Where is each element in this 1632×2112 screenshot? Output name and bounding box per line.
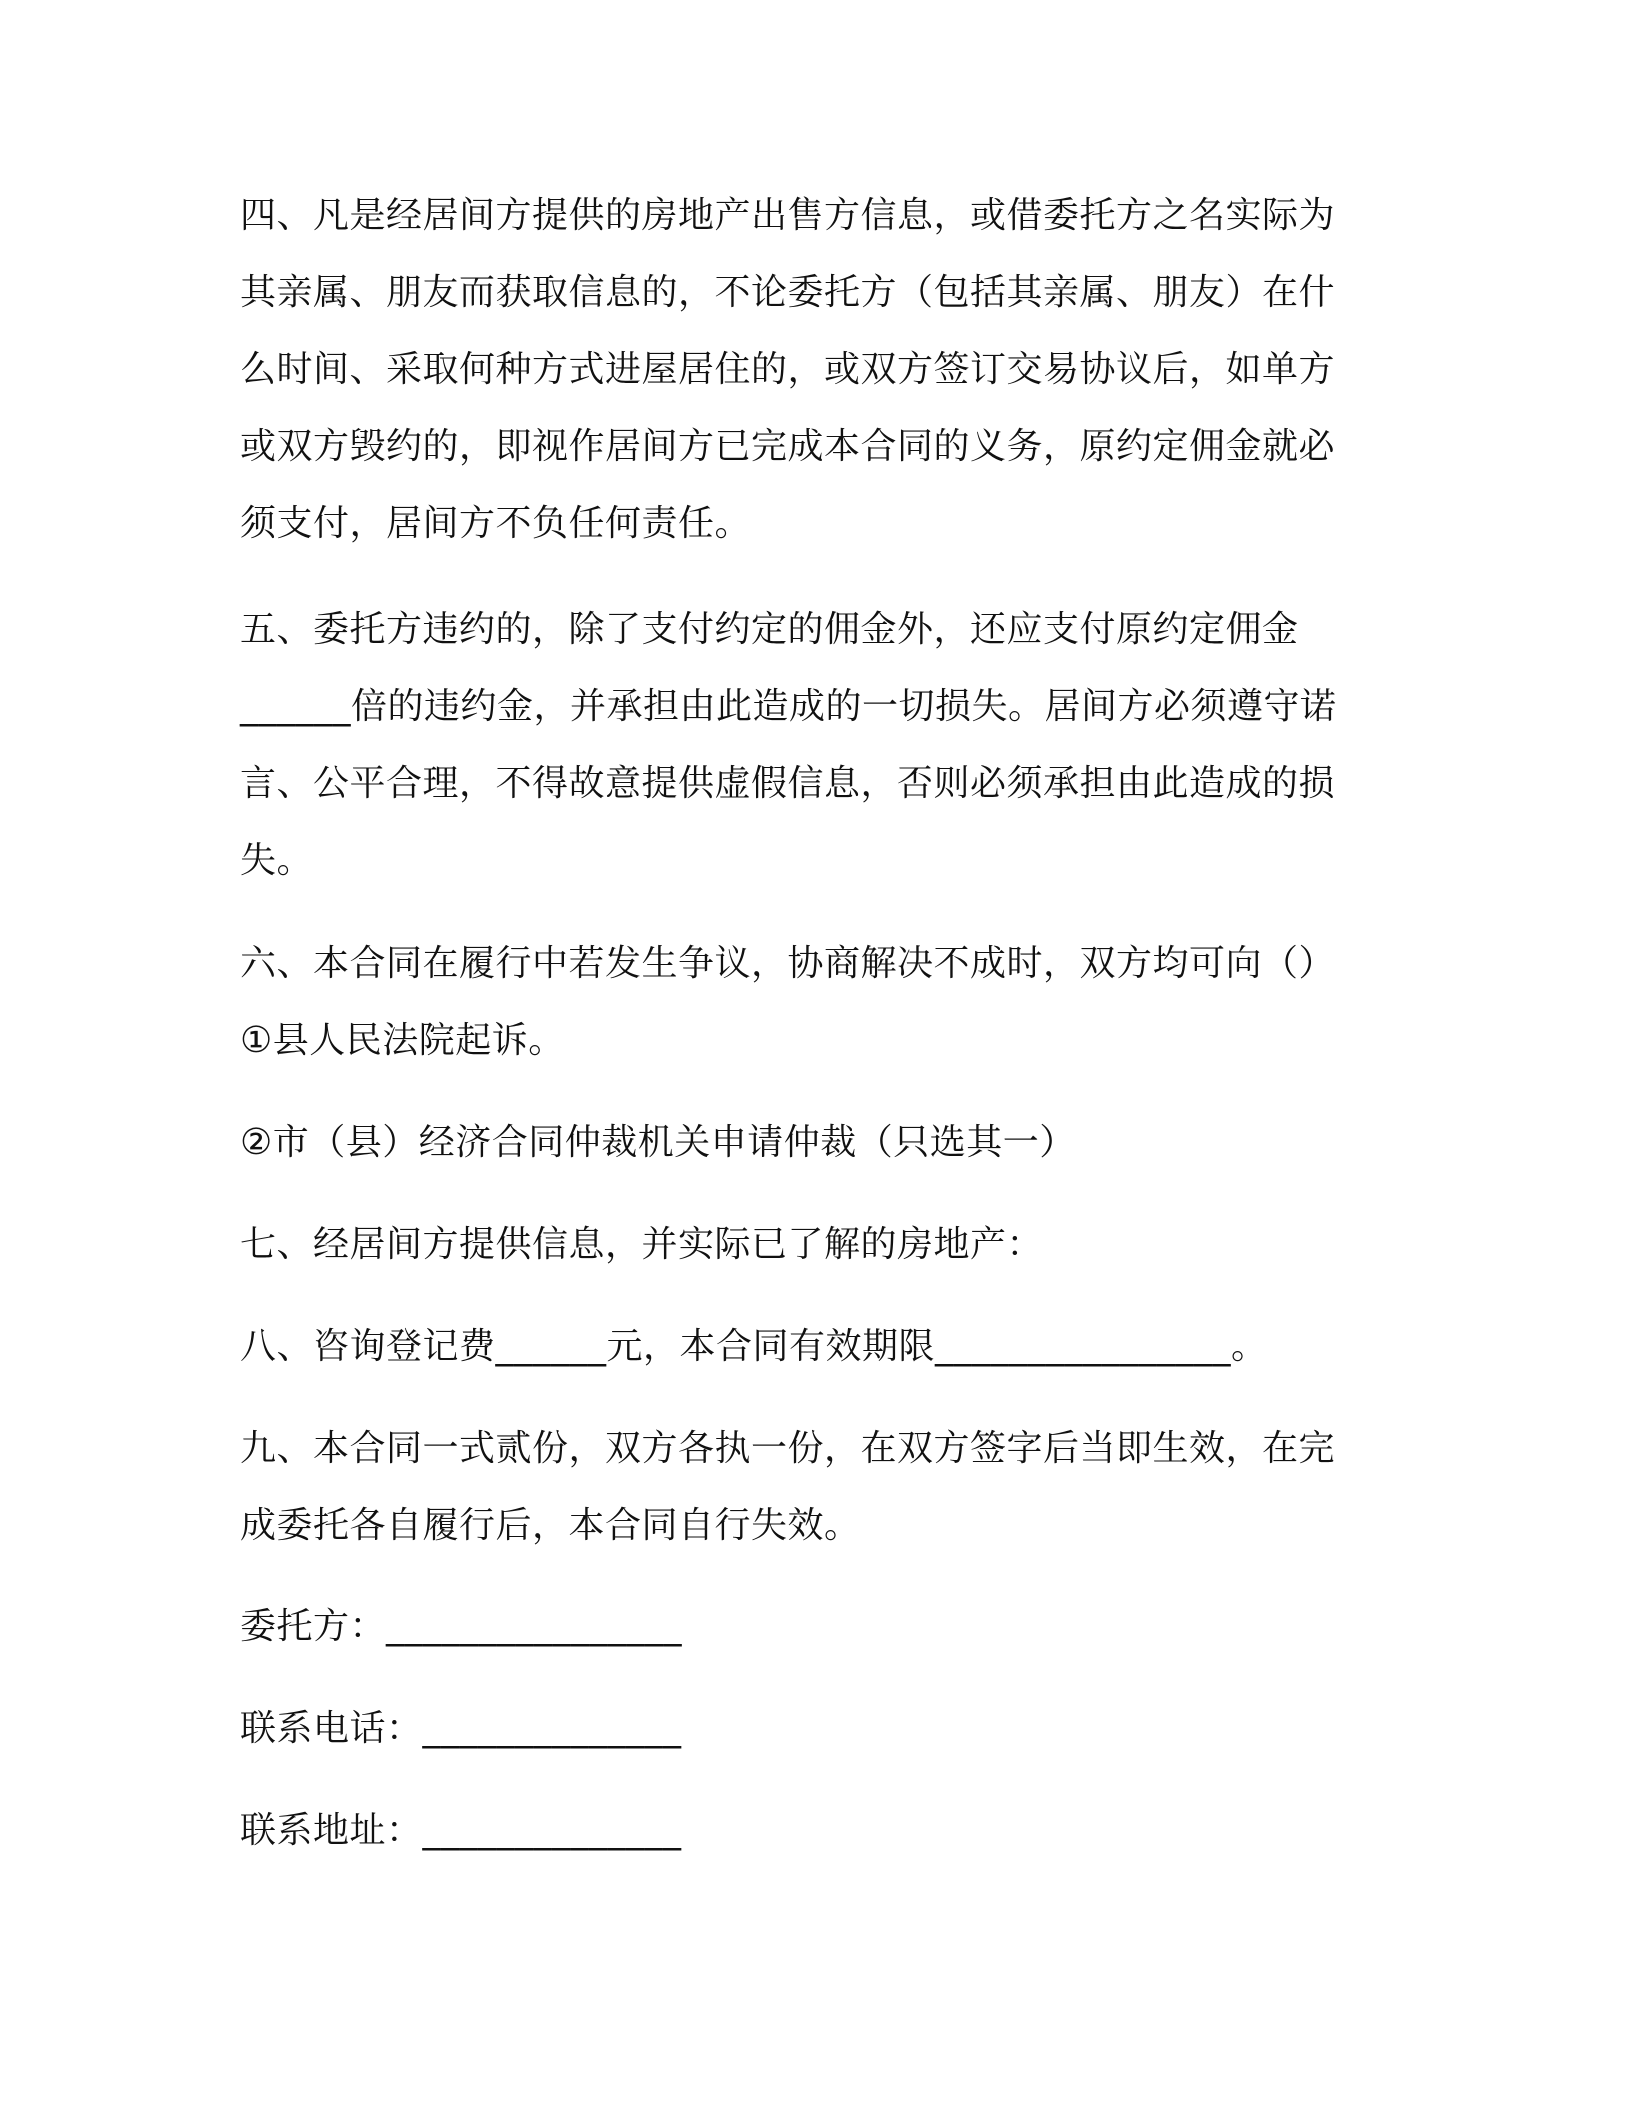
clause-6-option-2 — [240, 1104, 1400, 1181]
clause-5-line-2: ______倍的违约金，并承担由此造成的一切损失。居间方必须遵守诺 — [240, 686, 1337, 727]
clause-6 — [240, 925, 1400, 1079]
clause-8-text: 八、咨询登记费______元，本合同有效期限________________。 — [240, 1326, 1268, 1367]
signature-client-text: 委托方：________________ — [240, 1606, 683, 1647]
clause-8 — [240, 1308, 1400, 1385]
clause-5-line-4: 失。 — [240, 840, 314, 881]
signature-phone-text: 联系电话：______________ — [240, 1708, 682, 1749]
clause-9 — [240, 1410, 1400, 1564]
clause-7 — [240, 1206, 1400, 1283]
clause-4-line-2: 其亲属、朋友而获取信息的，不论委托方（包括其亲属、朋友）在什 — [240, 272, 1336, 313]
clause-6-option-2-text: ②市（县）经济合同仲裁机关申请仲裁（只选其一） — [240, 1122, 1076, 1163]
signature-address-text: 联系地址：______________ — [240, 1810, 682, 1851]
clause-4-line-4: 或双方毁约的，即视作居间方已完成本合同的义务，原约定佣金就必 — [240, 426, 1336, 467]
clause-9-line-1: 九、本合同一式贰份，双方各执一份，在双方签字后当即生效，在完 — [240, 1428, 1336, 1469]
signature-client — [240, 1588, 1400, 1665]
clause-6-line-2: ①县人民法院起诉。 — [240, 1020, 565, 1061]
signature-address — [240, 1792, 1400, 1869]
clause-5-line-3: 言、公平合理，不得故意提供虚假信息，否则必须承担由此造成的损 — [240, 763, 1336, 804]
clause-4-line-3: 么时间、采取何种方式进屋居住的，或双方签订交易协议后，如单方 — [240, 349, 1336, 390]
clause-5 — [240, 591, 1400, 899]
clause-4 — [240, 177, 1400, 562]
clause-4-line-1: 四、凡是经居间方提供的房地产出售方信息，或借委托方之名实际为 — [240, 195, 1336, 236]
clause-7-text: 七、经居间方提供信息，并实际已了解的房地产： — [240, 1224, 1044, 1265]
clause-6-line-1: 六、本合同在履行中若发生争议，协商解决不成时，双方均可向（） — [240, 943, 1336, 984]
signature-phone — [240, 1690, 1400, 1767]
clause-9-line-2: 成委托各自履行后，本合同自行失效。 — [240, 1505, 861, 1546]
clause-4-line-5: 须支付，居间方不负任何责任。 — [240, 503, 752, 544]
clause-5-line-1: 五、委托方违约的，除了支付约定的佣金外，还应支付原约定佣金 — [240, 609, 1299, 650]
